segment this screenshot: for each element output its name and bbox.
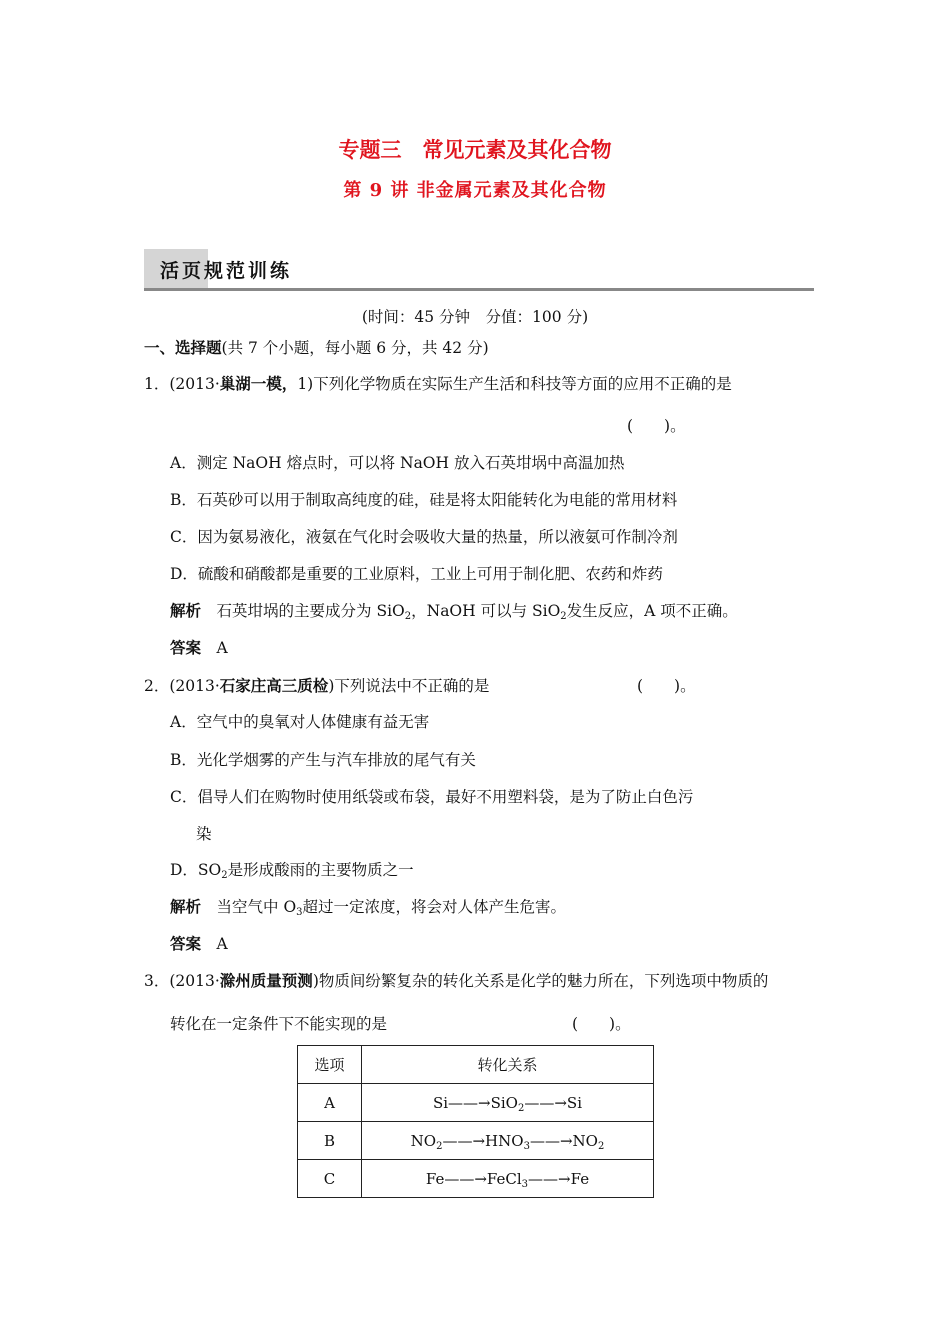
question-2-option-c: C．倡导人们在购物时使用纸袋或布袋，最好不用塑料袋，是为了防止白色污 — [170, 788, 694, 806]
question-2-option-a: A．空气中的臭氧对人体健康有益无害 — [170, 713, 430, 731]
question-2-answer: 答案 A — [170, 935, 228, 953]
question-1-option-d: D．硫酸和硝酸都是重要的工业原料，工业上可用于制化肥、农药和炸药 — [170, 565, 663, 583]
question-1-analysis: 解析 石英坩埚的主要成分为 SiO$_2$，NaOH 可以与 SiO$_2$发生反应，A 项不正确。 — [170, 602, 738, 622]
question-1-answer: 答案 A — [170, 639, 228, 657]
table-header-relation: 转化关系 — [362, 1046, 654, 1084]
topic-title: 专题三 常见元素及其化合物 — [338, 137, 612, 162]
section-bar-label: 活页规范训练 — [160, 260, 293, 282]
question-1-stem: 1．(2013·巢湖一模，1)下列化学物质在实际生产生活和科技等方面的应用不正确的是 — [144, 375, 732, 393]
conversion-table — [297, 1045, 654, 1198]
table-row — [298, 1160, 654, 1198]
table-cell-option: A — [298, 1084, 362, 1122]
question-2-analysis: 解析 当空气中 $O_3$超过一定浓度，将会对人体产生危害。 — [170, 898, 567, 918]
question-2-stem: 2．(2013·石家庄高三质检)下列说法中不正确的是 — [144, 677, 490, 695]
question-2-option-b: B．光化学烟雾的产生与汽车排放的尾气有关 — [170, 751, 476, 769]
table-cell-relation: $NO_2——\to HNO_3——\to NO_2$ — [362, 1122, 654, 1160]
question-2-option-d: D．$SO_2$是形成酸雨的主要物质之一 — [170, 861, 414, 881]
table-header-option: 选项 — [298, 1046, 362, 1084]
table-cell-option: B — [298, 1122, 362, 1160]
question-3-stem: 3．(2013·滁州质量预测)物质间纷繁复杂的转化关系是化学的魅力所在，下列选项中物质的 — [144, 972, 769, 990]
question-2-answer-paren: ( )。 — [637, 677, 696, 695]
time-score: (时间：45 分钟 分值：100 分) — [361, 308, 589, 326]
section-divider — [144, 288, 814, 291]
question-1-option-b: B．石英砂可以用于制取高纯度的硅，硅是将太阳能转化为电能的常用材料 — [170, 491, 678, 509]
part-one-heading: 一、选择题(共 7 个小题，每小题 6 分，共 42 分) — [144, 339, 489, 357]
table-cell-option: C — [298, 1160, 362, 1198]
table-row — [298, 1084, 654, 1122]
table-row — [298, 1122, 654, 1160]
question-3-answer-paren: ( )。 — [572, 1015, 631, 1033]
question-1-answer-paren: ( )。 — [627, 417, 686, 435]
question-1-option-c: C．因为氨易液化，液氨在气化时会吸收大量的热量，所以液氨可作制冷剂 — [170, 528, 678, 546]
table-cell-relation: Fe——→FeCl$_3$——→Fe — [362, 1160, 654, 1198]
question-1-option-a: A．测定 NaOH 熔点时，可以将 NaOH 放入石英坩埚中高温加热 — [170, 454, 625, 472]
table-cell-relation: Si——→SiO$_2$——→Si — [362, 1084, 654, 1122]
question-3-stem-cont: 转化在一定条件下不能实现的是 — [170, 1015, 388, 1033]
lecture-subtitle: 第 9 讲 非金属元素及其化合物 — [343, 180, 607, 201]
table-header-row — [298, 1046, 654, 1084]
question-2-option-c-cont: 染 — [196, 825, 212, 843]
